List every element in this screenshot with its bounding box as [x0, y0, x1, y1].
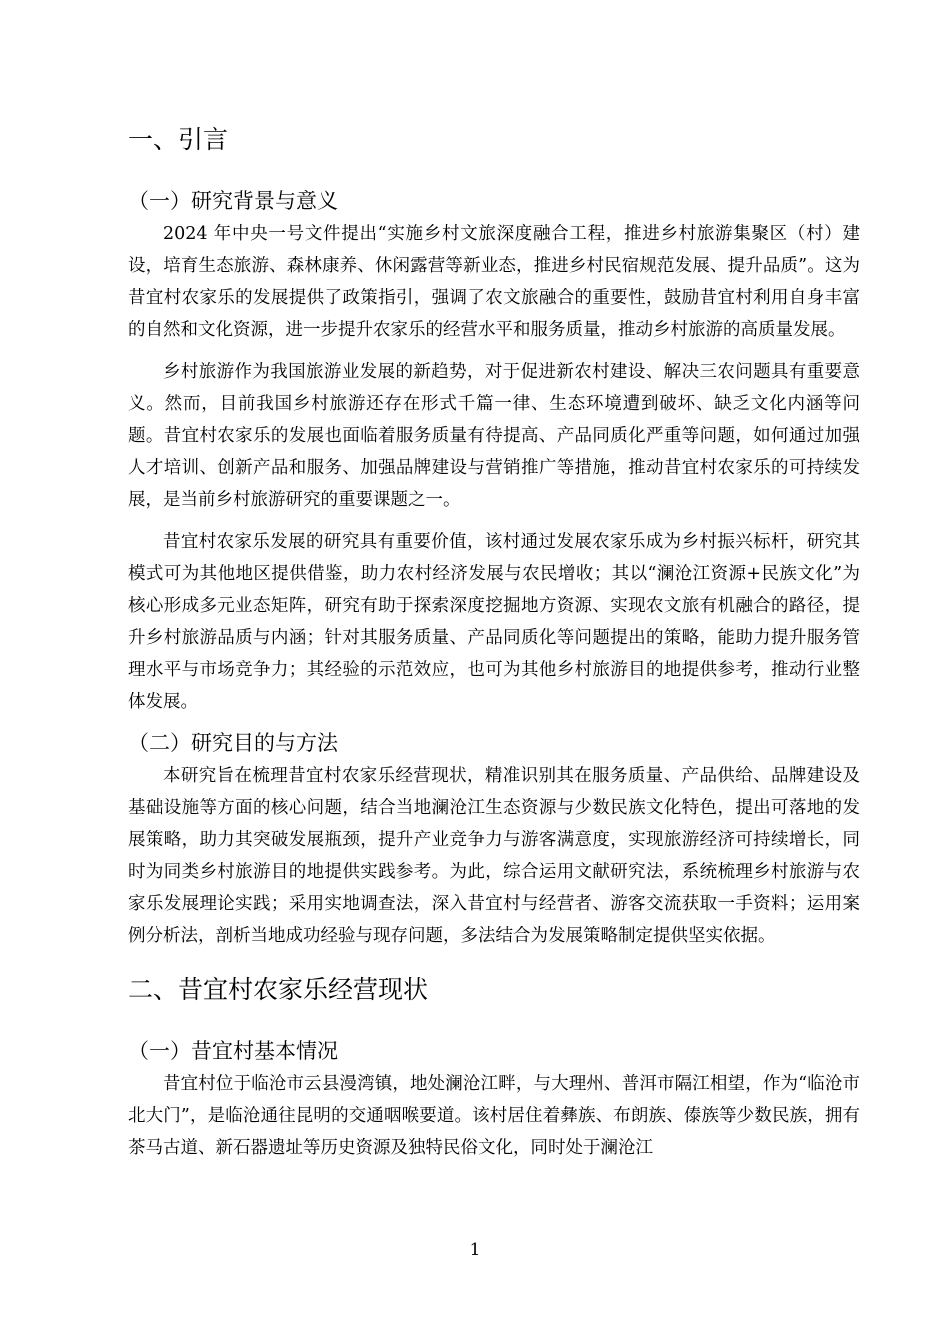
- page-number: 1: [469, 1240, 481, 1260]
- section-heading: 一、引言: [128, 125, 229, 154]
- paragraph: 昔宜村农家乐发展的研究具有重要价值，该村通过发展农家乐成为乡村振兴标杆，研究其模式可为其他地区提供借鉴，助力农村经济发展与农民增收；其以“澜沧江资源+民族文化”为核心形成多元业态矩阵，研究有助于探索深度挖掘地方资源、实现农文旅有机融合的路径，提升乡村旅游品质与内涵；针对其服务质量、产品同质化等问题提出的策略，能助力提升服务管理水平与市场竞争力；其经验的示范效应，也可为其他乡村旅游目的地提供参考，推动行业整体发展。: [128, 532, 860, 712]
- paragraph: 本研究旨在梳理昔宜村农家乐经营现状，精准识别其在服务质量、产品供给、品牌建设及基础设施等方面的核心问题，结合当地澜沧江生态资源与少数民族文化特色，提出可落地的发展策略，助力其突破发展瓶颈，提升产业竞争力与游客满意度，实现旅游经济可持续增长，同时为同类乡村旅游目的地提供实践参考。为此，综合运用文献研究法，系统梳理乡村旅游与农家乐发展理论实践；采用实地调查法，深入昔宜村与经营者、游客交流获取一手资料；运用案例分析法，剖析当地成功经验与现存问题，多法结合为发展策略制定提供坚实依据。: [128, 766, 860, 946]
- subsection-heading: （二）研究目的与方法: [128, 731, 338, 755]
- paragraph: 乡村旅游作为我国旅游业发展的新趋势，对于促进新农村建设、解决三农问题具有重要意义。然而，目前我国乡村旅游还存在形式千篇一律、生态环境遭到破坏、缺乏文化内涵等问题。昔宜村农家乐的发展也面临着服务质量有待提高、产品同质化严重等问题，如何通过加强人才培训、创新产品和服务、加强品牌建设与营销推广等措施，推动昔宜村农家乐的可持续发展，是当前乡村旅游研究的重要课题之一。: [128, 362, 860, 510]
- section-heading: 二、昔宜村农家乐经营现状: [128, 975, 429, 1004]
- paragraph: 2024 年中央一号文件提出“实施乡村文旅深度融合工程，推进乡村旅游集聚区（村）建设，培育生态旅游、森林康养、休闲露营等新业态，推进乡村民宿规范发展、提升品质”。这为昔宜村农家乐的发展提供了政策指引，强调了农文旅融合的重要性，鼓励昔宜村利用自身丰富的自然和文化资源，进一步提升农家乐的经营水平和服务质量，推动乡村旅游的高质量发展。: [128, 224, 860, 340]
- subsection-heading: （一）昔宜村基本情况: [128, 1039, 338, 1063]
- subsection-heading: （一）研究背景与意义: [128, 189, 338, 213]
- paragraph: 昔宜村位于临沧市云县漫湾镇，地处澜沧江畔，与大理州、普洱市隔江相望，作为“临沧市北大门”，是临沧通往昆明的交通咽喉要道。该村居住着彝族、布朗族、傣族等少数民族，拥有茶马古道、新石器遗址等历史资源及独特民俗文化，同时处于澜沧江: [128, 1074, 860, 1158]
- page-content: [128, 120, 860, 1164]
